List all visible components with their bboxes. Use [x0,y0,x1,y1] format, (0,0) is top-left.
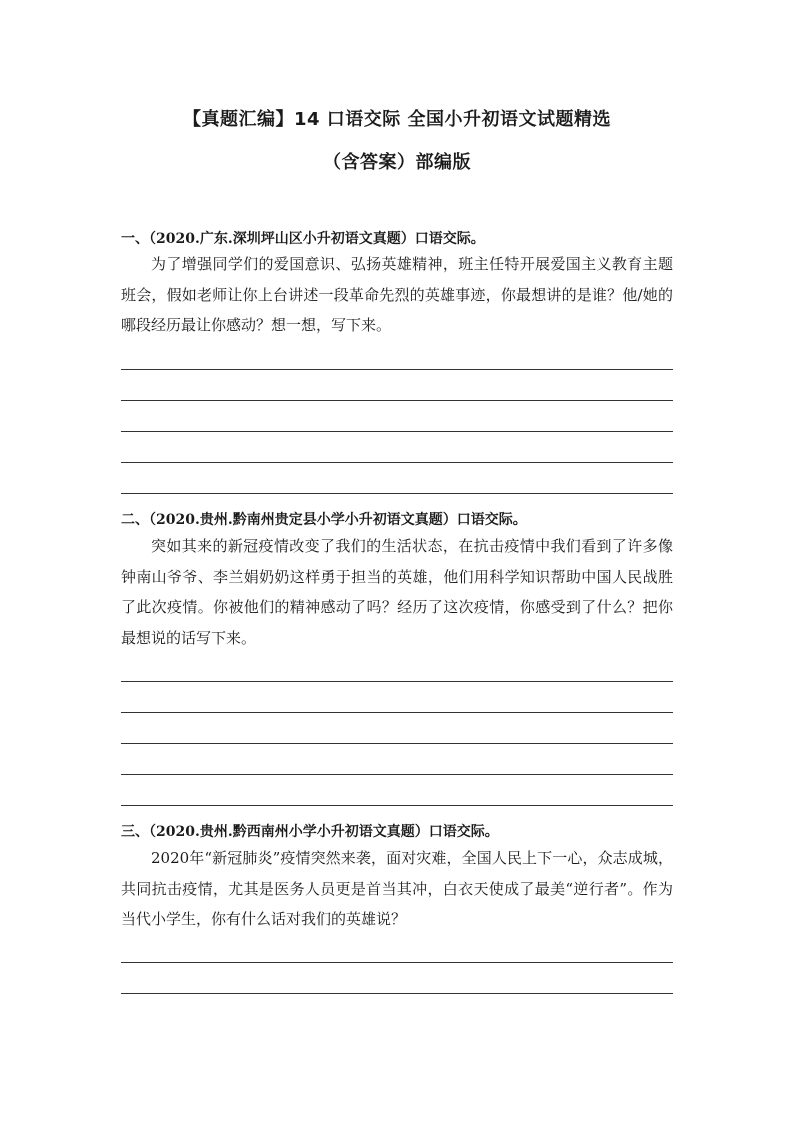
question-1-answer-line [121,369,673,370]
question-1-body: 为了增强同学们的爱国意识、弘扬英雄精神，班主任特开展爱国主义教育主题班会，假如老师让你上台讲述一段革命先烈的英雄事迹，你最想讲的是谁？他/她的哪段经历最让你感动？想一想，写下来。 [121,255,673,334]
question-2-heading: 二、（2020.贵州.黔南州贵定县小学小升初语文真题）口语交际。 [121,512,527,528]
question-2-answer-line [121,743,673,744]
page-title: 【真题汇编】14 口语交际 全国小升初语文试题精选 [182,109,612,130]
question-2-answer-line [121,681,673,682]
question-2-answer-line [121,774,673,775]
question-1-answer-line [121,462,673,463]
page-subtitle: （含答案）部编版 [323,152,471,173]
question-3-answer-line [121,962,673,963]
question-3-body: 2020年“新冠肺炎”疫情突然来袭，面对灾难，全国人民上下一心，众志成城，共同抗击疫情，尤其是医务人员更是首当其冲，白衣天使成了最美“逆行者”。作为当代小学生，你有什么话对我们的英雄说？ [121,849,673,928]
question-3-heading: 三、（2020.贵州.黔西南州小学小升初语文真题）口语交际。 [121,824,499,840]
question-2-answer-line [121,805,673,806]
question-1-answer-line [121,431,673,432]
question-1-heading: 一、（2020.广东.深圳坪山区小升初语文真题）口语交际。 [121,231,485,247]
question-1-answer-line [121,493,673,494]
question-2-answer-line [121,712,673,713]
question-1-answer-line [121,400,673,401]
question-2-body: 突如其来的新冠疫情改变了我们的生活状态，在抗击疫情中我们看到了许多像钟南山爷爷、李兰娟奶奶这样勇于担当的英雄，他们用科学知识帮助中国人民战胜了此次疫情。你被他们的精神感动了吗？经历了这次疫情，你感受到了什么？把你最想说的话写下来。 [121,537,673,647]
question-3-answer-line [121,993,673,994]
